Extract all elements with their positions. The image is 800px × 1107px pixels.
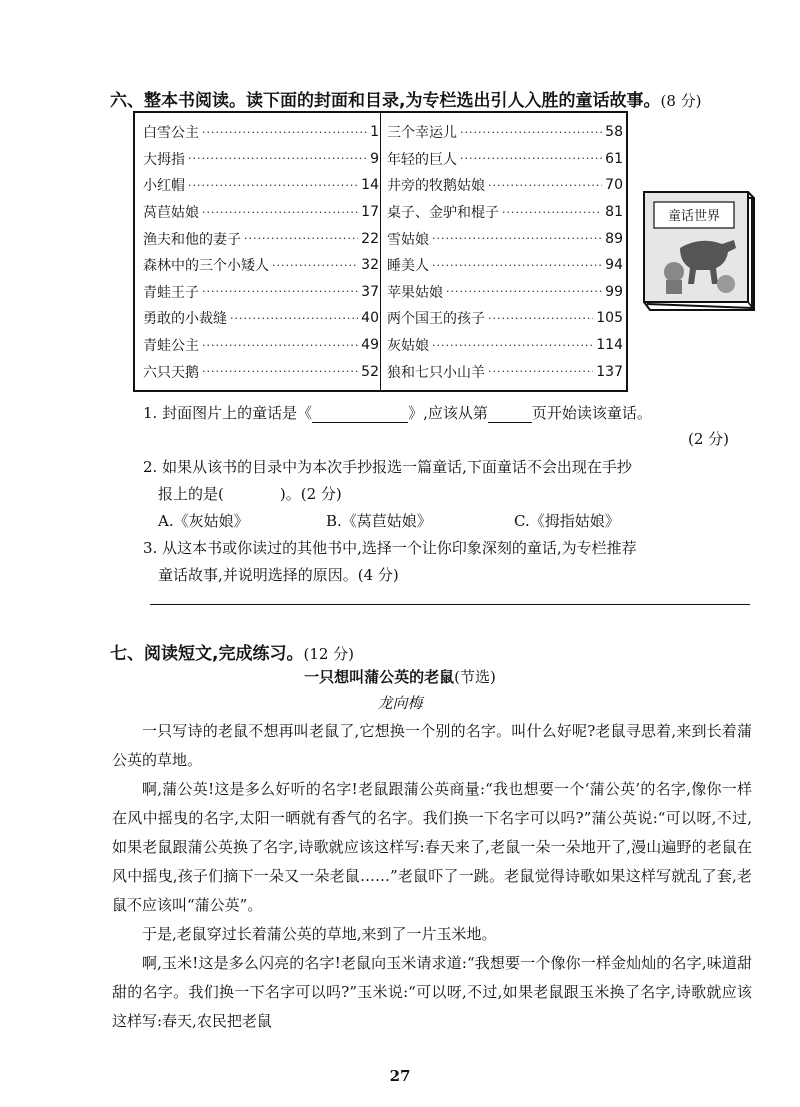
toc-entry-title: 桌子、金驴和棍子 xyxy=(387,205,499,222)
toc-entry-title: 苹果姑娘 xyxy=(387,284,443,301)
story-subtitle: (节选) xyxy=(454,668,496,686)
toc-entry-page: 17 xyxy=(361,204,379,221)
q2-line1: 2. 如果从该书的目录中为本次手抄报选一篇童话,下面童话不会出现在手抄 xyxy=(143,458,632,476)
toc-entry-page: 99 xyxy=(605,283,623,300)
toc-entry-title: 渔夫和他的妻子 xyxy=(143,231,241,248)
toc-leader-dots xyxy=(272,259,358,272)
story-paragraph-2: 啊,蒲公英!这是多么好听的名字!老鼠跟蒲公英商量:“我也想要一个‘蒲公英’的名字,像你一样在风中摇曳的名字,太阳一晒就有香气的名字。我们换一下名字可以吗?”蒲公英说:“可以呀,不过,如果老鼠跟蒲公英换了名字,诗歌就应该这样写:春天来了,老鼠一朵一朵地开了,漫山遍野的老鼠在风中摇曳,孩子们摘下一朵又一朵老鼠……”老鼠吓了一跳。老鼠觉得诗歌如果这样写就乱了套,老鼠不应该叫“蒲公英”。 xyxy=(112,780,752,914)
toc-leader-dots xyxy=(488,179,602,192)
section6-points: (8 分) xyxy=(660,92,702,110)
story-paragraph-1: 一只写诗的老鼠不想再叫老鼠了,它想换一个别的名字。叫什么好呢?老鼠寻思着,来到长着蒲公英的草地。 xyxy=(112,722,752,769)
section7-points: (12 分) xyxy=(303,645,355,663)
toc-entry xyxy=(143,225,379,252)
toc-entry-page: 22 xyxy=(361,230,379,247)
toc-entry-title: 森林中的三个小矮人 xyxy=(143,258,269,275)
toc-entry xyxy=(387,119,623,146)
toc-entry-title: 六只天鹅 xyxy=(143,364,199,381)
toc-entry-title: 灰姑娘 xyxy=(387,338,429,355)
toc-entry xyxy=(143,305,379,332)
toc-leader-dots xyxy=(488,365,593,378)
toc-left-column xyxy=(143,119,379,385)
story-title: 一只想叫蒲公英的老鼠(节选) xyxy=(304,668,496,686)
section7-title: 七、阅读短文,完成练习。(12 分) xyxy=(110,644,355,664)
toc-entry-page: 32 xyxy=(361,257,379,274)
toc-entry-page: 89 xyxy=(605,230,623,247)
toc-entry xyxy=(387,358,623,385)
toc-entry xyxy=(387,279,623,306)
toc-entry-title: 青蛙王子 xyxy=(143,284,199,301)
toc-entry-title: 睡美人 xyxy=(387,258,429,275)
section6-title: 六、整本书阅读。读下面的封面和目录,为专栏选出引人入胜的童话故事。(8 分) xyxy=(110,91,702,111)
toc-entry xyxy=(143,332,379,359)
toc-leader-dots xyxy=(460,152,602,165)
q3-line1: 3. 从这本书或你读过的其他书中,选择一个让你印象深刻的童话,为专栏推荐 xyxy=(143,539,637,557)
toc-entry-page: 37 xyxy=(361,283,379,300)
q2-answer-slot[interactable] xyxy=(224,485,280,503)
toc-entry xyxy=(387,305,623,332)
toc-leader-dots xyxy=(202,126,367,139)
q3-answer-line[interactable] xyxy=(150,604,750,605)
toc-leader-dots xyxy=(202,285,358,298)
page-number: 27 xyxy=(389,1067,411,1085)
toc-leader-dots xyxy=(188,152,367,165)
toc-entry xyxy=(143,358,379,385)
toc-leader-dots xyxy=(502,206,602,219)
toc-leader-dots xyxy=(432,339,593,352)
q2-option-a: A.《灰姑娘》 xyxy=(158,512,249,530)
toc-entry-title: 青蛙公主 xyxy=(143,338,199,355)
q1-title-blank[interactable] xyxy=(312,404,408,423)
toc-entry-title: 白雪公主 xyxy=(143,125,199,142)
toc-entry-page: 52 xyxy=(361,363,379,380)
toc-entry xyxy=(387,146,623,173)
toc-entry-page: 70 xyxy=(605,177,623,194)
toc-leader-dots xyxy=(244,232,358,245)
toc-entry xyxy=(143,146,379,173)
toc-leader-dots xyxy=(432,259,602,272)
toc-right-column xyxy=(387,119,623,385)
toc-leader-dots xyxy=(432,232,602,245)
toc-leader-dots xyxy=(202,206,358,219)
toc-leader-dots xyxy=(202,365,358,378)
toc-entry-page: 49 xyxy=(361,337,379,354)
toc-entry-page: 9 xyxy=(370,150,379,167)
q1-points: (2 分) xyxy=(688,430,730,448)
toc-entry-page: 105 xyxy=(596,310,623,327)
q2-option-b: B.《莴苣姑娘》 xyxy=(326,512,432,530)
toc-entry xyxy=(143,119,379,146)
story-author: 龙向梅 xyxy=(377,694,423,712)
toc-entry-page: 114 xyxy=(596,337,623,354)
toc-entry-title: 雪姑娘 xyxy=(387,231,429,248)
toc-entry xyxy=(387,332,623,359)
toc-entry xyxy=(143,199,379,226)
toc-entry-title: 两个国王的孩子 xyxy=(387,311,485,328)
toc-entry xyxy=(387,252,623,279)
story-paragraph-4: 啊,玉米!这是多么闪亮的名字!老鼠向玉米请求道:“我想要一个像你一样金灿灿的名字,味道甜甜的名字。我们换一下名字可以吗?”玉米说:“可以呀,不过,如果老鼠跟玉米换了名字,诗歌就应该这样写:春天,农民把老鼠 xyxy=(112,954,752,1030)
toc-entry xyxy=(143,252,379,279)
toc-entry xyxy=(143,172,379,199)
toc-entry-page: 137 xyxy=(596,363,623,380)
toc-entry xyxy=(387,172,623,199)
table-of-contents xyxy=(133,111,628,392)
toc-entry-title: 狼和七只小山羊 xyxy=(387,364,485,381)
toc-entry-title: 年轻的巨人 xyxy=(387,151,457,168)
toc-entry-page: 81 xyxy=(605,204,623,221)
q3-line2: 童话故事,并说明选择的原因。(4 分) xyxy=(158,566,399,584)
toc-leader-dots xyxy=(230,312,358,325)
toc-divider xyxy=(380,113,381,390)
toc-leader-dots xyxy=(188,179,358,192)
toc-entry-page: 94 xyxy=(605,257,623,274)
book-title: 童话世界 xyxy=(667,209,721,224)
toc-entry-title: 小红帽 xyxy=(143,178,185,195)
toc-leader-dots xyxy=(488,312,593,325)
q2-option-c: C.《拇指姑娘》 xyxy=(514,512,620,530)
toc-entry-page: 40 xyxy=(361,310,379,327)
toc-entry-page: 58 xyxy=(605,124,623,141)
toc-entry-page: 1 xyxy=(370,124,379,141)
toc-entry xyxy=(143,279,379,306)
toc-entry-page: 61 xyxy=(605,150,623,167)
q2-line2: 报上的是( )。(2 分) xyxy=(158,485,342,503)
story-body xyxy=(112,717,752,1036)
toc-entry-title: 勇敢的小裁缝 xyxy=(143,311,227,328)
toc-leader-dots xyxy=(202,339,358,352)
toc-entry-page: 14 xyxy=(361,177,379,194)
toc-entry xyxy=(387,225,623,252)
toc-entry-title: 井旁的牧鹅姑娘 xyxy=(387,178,485,195)
toc-leader-dots xyxy=(446,285,602,298)
story-paragraph-3: 于是,老鼠穿过长着蒲公英的草地,来到了一片玉米地。 xyxy=(142,925,497,943)
toc-entry-title: 莴苣姑娘 xyxy=(143,205,199,222)
toc-entry xyxy=(387,199,623,226)
q1-page-blank[interactable] xyxy=(488,404,532,423)
book-cover xyxy=(640,188,758,316)
toc-entry-title: 大拇指 xyxy=(143,151,185,168)
toc-entry-title: 三个幸运儿 xyxy=(387,125,457,142)
toc-leader-dots xyxy=(460,126,602,139)
q1: 1. 封面图片上的童话是《 》,应该从第 页开始读该童话。 xyxy=(143,404,652,422)
